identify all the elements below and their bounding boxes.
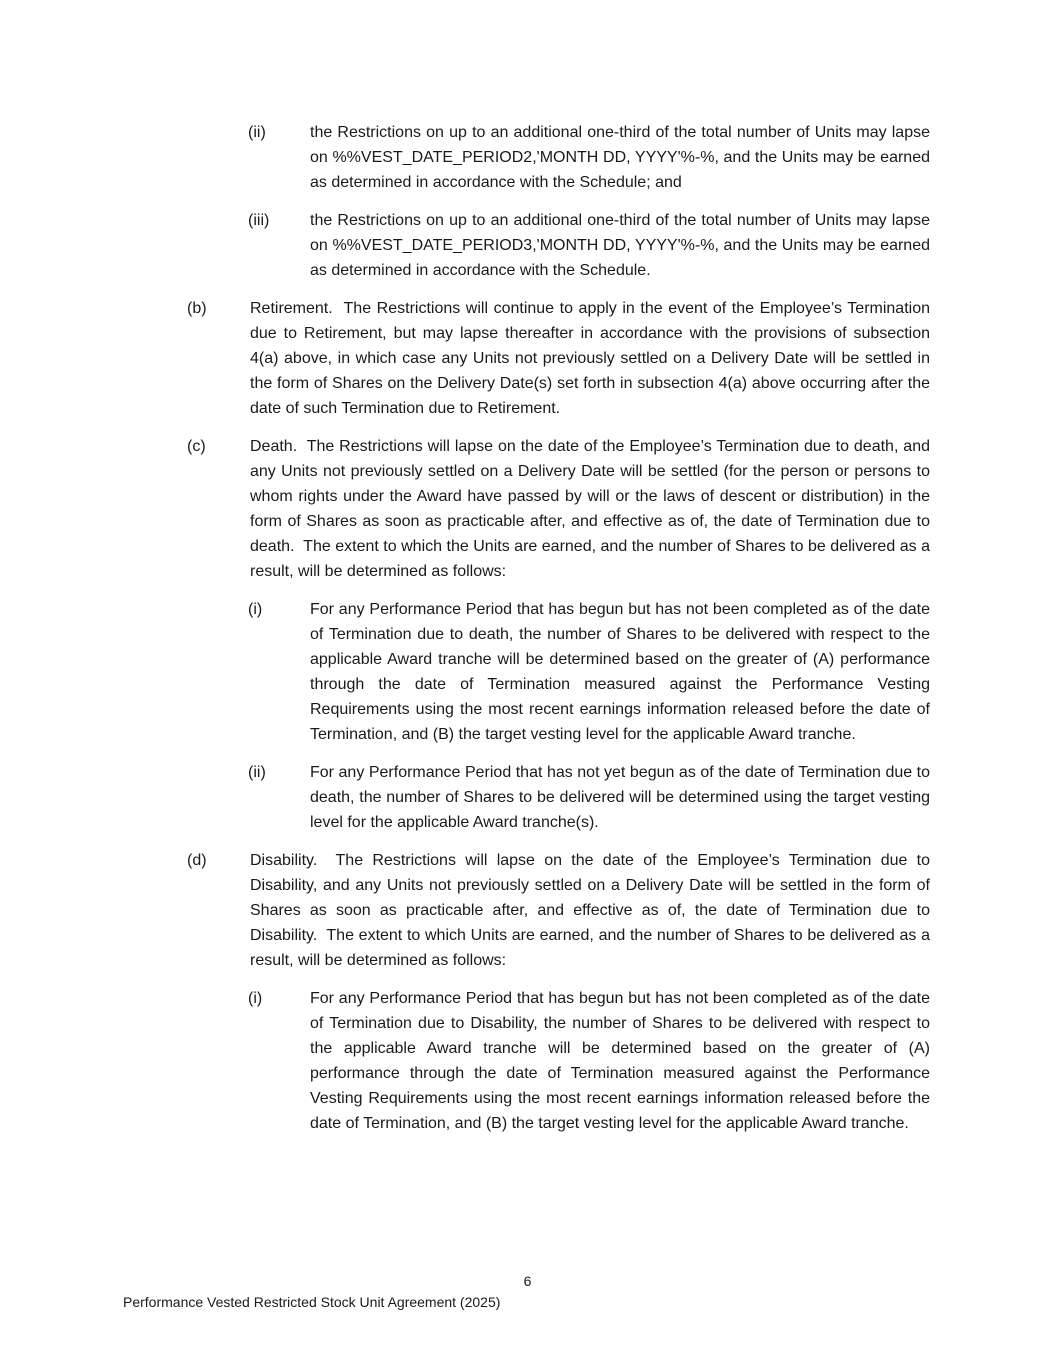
list-item-death-ii	[187, 760, 935, 835]
list-item-disability-i	[187, 986, 935, 1136]
list-item-death-i	[187, 597, 935, 747]
paragraph-text: Retirement. The Restrictions will continue to apply in the event of the Employee’s Termination due to Retirement, but may lapse thereafter in accordance with the provisions of subsection 4(a) above, in which case any Units not previously settled on a Delivery Date will be settled in the form of Shares on the Delivery Date(s) set forth in subsection 4(a) above occurring after the date of such Termination due to Retirement.	[250, 300, 935, 417]
list-marker: (ii)	[248, 124, 266, 141]
list-marker: (i)	[248, 601, 263, 618]
paragraph-text: For any Performance Period that has begun but has not been completed as of the date of Termination due to Disability, the number of Shares to be delivered with respect to the applicable Award tranche will be determined based on the greater of (A) performance through the date of Termination measured against the Performance Vesting Requirements using the most recent earnings information released before the date of Termination, and (B) the target vesting level for the applicable Award tranche.	[310, 990, 935, 1132]
list-marker: (iii)	[248, 212, 270, 229]
section-disability	[187, 848, 935, 973]
list-marker: (c)	[187, 438, 206, 455]
list-marker: (ii)	[248, 764, 266, 781]
footer-title: Performance Vested Restricted Stock Unit Agreement (2025)	[123, 1294, 501, 1310]
section-retirement	[187, 296, 935, 421]
paragraph-text: the Restrictions on up to an additional one-third of the total number of Units may lapse on %%VEST_DATE_PERIOD3,'MONTH DD, YYYY'%-%, and the Units may be earned as determined in accordance with the Schedule.	[310, 212, 935, 279]
paragraph-text: Disability. The Restrictions will lapse on the date of the Employee’s Termination due to Disability, and any Units not previously settled on a Delivery Date will be settled in the form of Shares as soon as practicable after, and effective as of, the date of Termination due to Disability. The extent to which Units are earned, and the number of Shares to be delivered as a result, will be determined as follows:	[250, 852, 935, 969]
list-marker: (d)	[187, 852, 207, 869]
list-item-iii	[187, 208, 935, 283]
document-body	[187, 120, 935, 1149]
list-item-ii	[187, 120, 935, 195]
paragraph-text: Death. The Restrictions will lapse on the date of the Employee’s Termination due to death, and any Units not previously settled on a Delivery Date will be settled (for the person or persons to whom rights under the Award have passed by will or the laws of descent or distribution) in the form of Shares as soon as practicable after, and effective as of, the date of Termination due to death. The extent to which the Units are earned, and the number of Shares to be delivered as a result, will be determined as follows:	[250, 438, 935, 580]
paragraph-text: For any Performance Period that has begun but has not been completed as of the date of Termination due to death, the number of Shares to be delivered with respect to the applicable Award tranche will be determined based on the greater of (A) performance through the date of Termination measured against the Performance Vesting Requirements using the most recent earnings information released before the date of Termination, and (B) the target vesting level for the applicable Award tranche.	[310, 601, 935, 743]
list-marker: (i)	[248, 990, 263, 1007]
paragraph-text: For any Performance Period that has not yet begun as of the date of Termination due to death, the number of Shares to be delivered will be determined using the target vesting level for the applicable Award tranche(s).	[310, 764, 935, 831]
paragraph-text: the Restrictions on up to an additional one-third of the total number of Units may lapse on %%VEST_DATE_PERIOD2,'MONTH DD, YYYY'%-%, and the Units may be earned as determined in accordance with the Schedule; and	[310, 124, 935, 191]
list-marker: (b)	[187, 300, 207, 317]
section-death	[187, 434, 935, 584]
page-number: 6	[523, 1273, 532, 1289]
